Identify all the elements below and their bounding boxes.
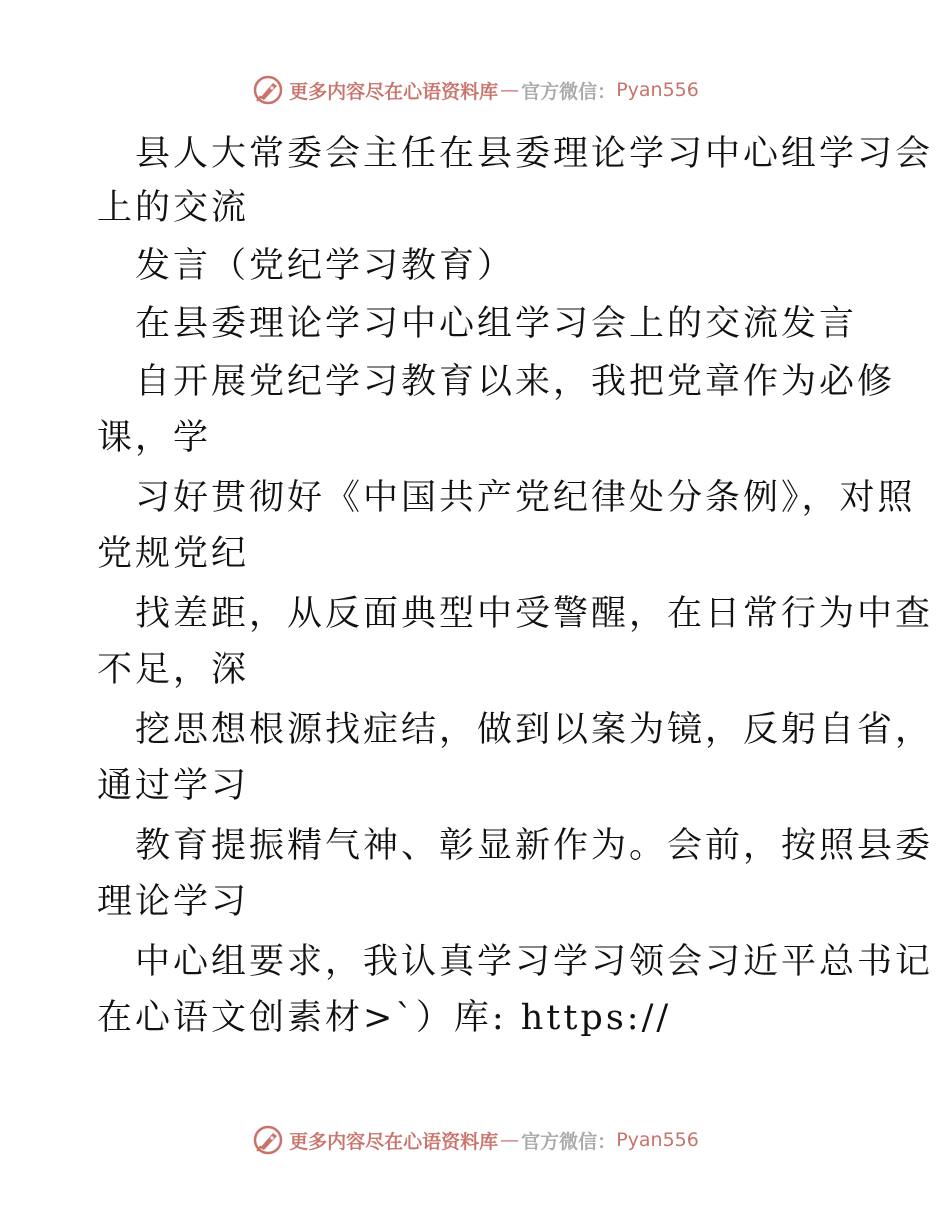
banner-dash: — (500, 1129, 520, 1151)
banner-wechat-id: Pyan556 (616, 1129, 699, 1151)
text-line: 在心语文创素材>`）库: https:// (97, 998, 672, 1038)
banner-wechat-id: Pyan556 (616, 79, 699, 101)
text-line: 上的交流 (97, 188, 250, 228)
text-line: 发言（党纪学习教育） (135, 246, 516, 286)
text-line: 挖思想根源找症结，做到以案为镜，反躬自省， (135, 710, 934, 750)
footer-banner (0, 1120, 950, 1160)
pen-nib-logo-icon (251, 73, 285, 107)
text-line: 不足，深 (97, 650, 250, 690)
text-line: 自开展党纪学习教育以来，我把党章作为必修 (135, 362, 896, 402)
text-line: 习好贯彻好《中国共产党纪律处分条例》，对照 (135, 478, 916, 518)
text-line: 党规党纪 (97, 534, 250, 574)
pen-nib-logo-icon (251, 1123, 285, 1157)
banner-title: 更多内容尽在心语资料库 (289, 80, 499, 103)
banner-dash: — (500, 79, 520, 101)
text-line: 县人大常委会主任在县委理论学习中心组学习会 (135, 134, 934, 174)
text-line: 在县委理论学习中心组学习会上的交流发言 (135, 304, 858, 344)
text-line: 通过学习 (97, 766, 250, 806)
text-line: 教育提振精气神、彰显新作为。会前，按照县委 (135, 826, 934, 866)
text-line: 理论学习 (97, 882, 250, 922)
text-line: 课，学 (97, 418, 212, 458)
banner-wechat-label: 官方微信： (521, 1130, 617, 1153)
text-line: 中心组要求，我认真学习学习领会习近平总书记 (135, 942, 934, 982)
banner-wechat-label: 官方微信： (521, 80, 617, 103)
banner-title: 更多内容尽在心语资料库 (289, 1130, 499, 1153)
text-line: 找差距，从反面典型中受警醒，在日常行为中查 (135, 594, 934, 634)
header-banner (0, 70, 950, 110)
